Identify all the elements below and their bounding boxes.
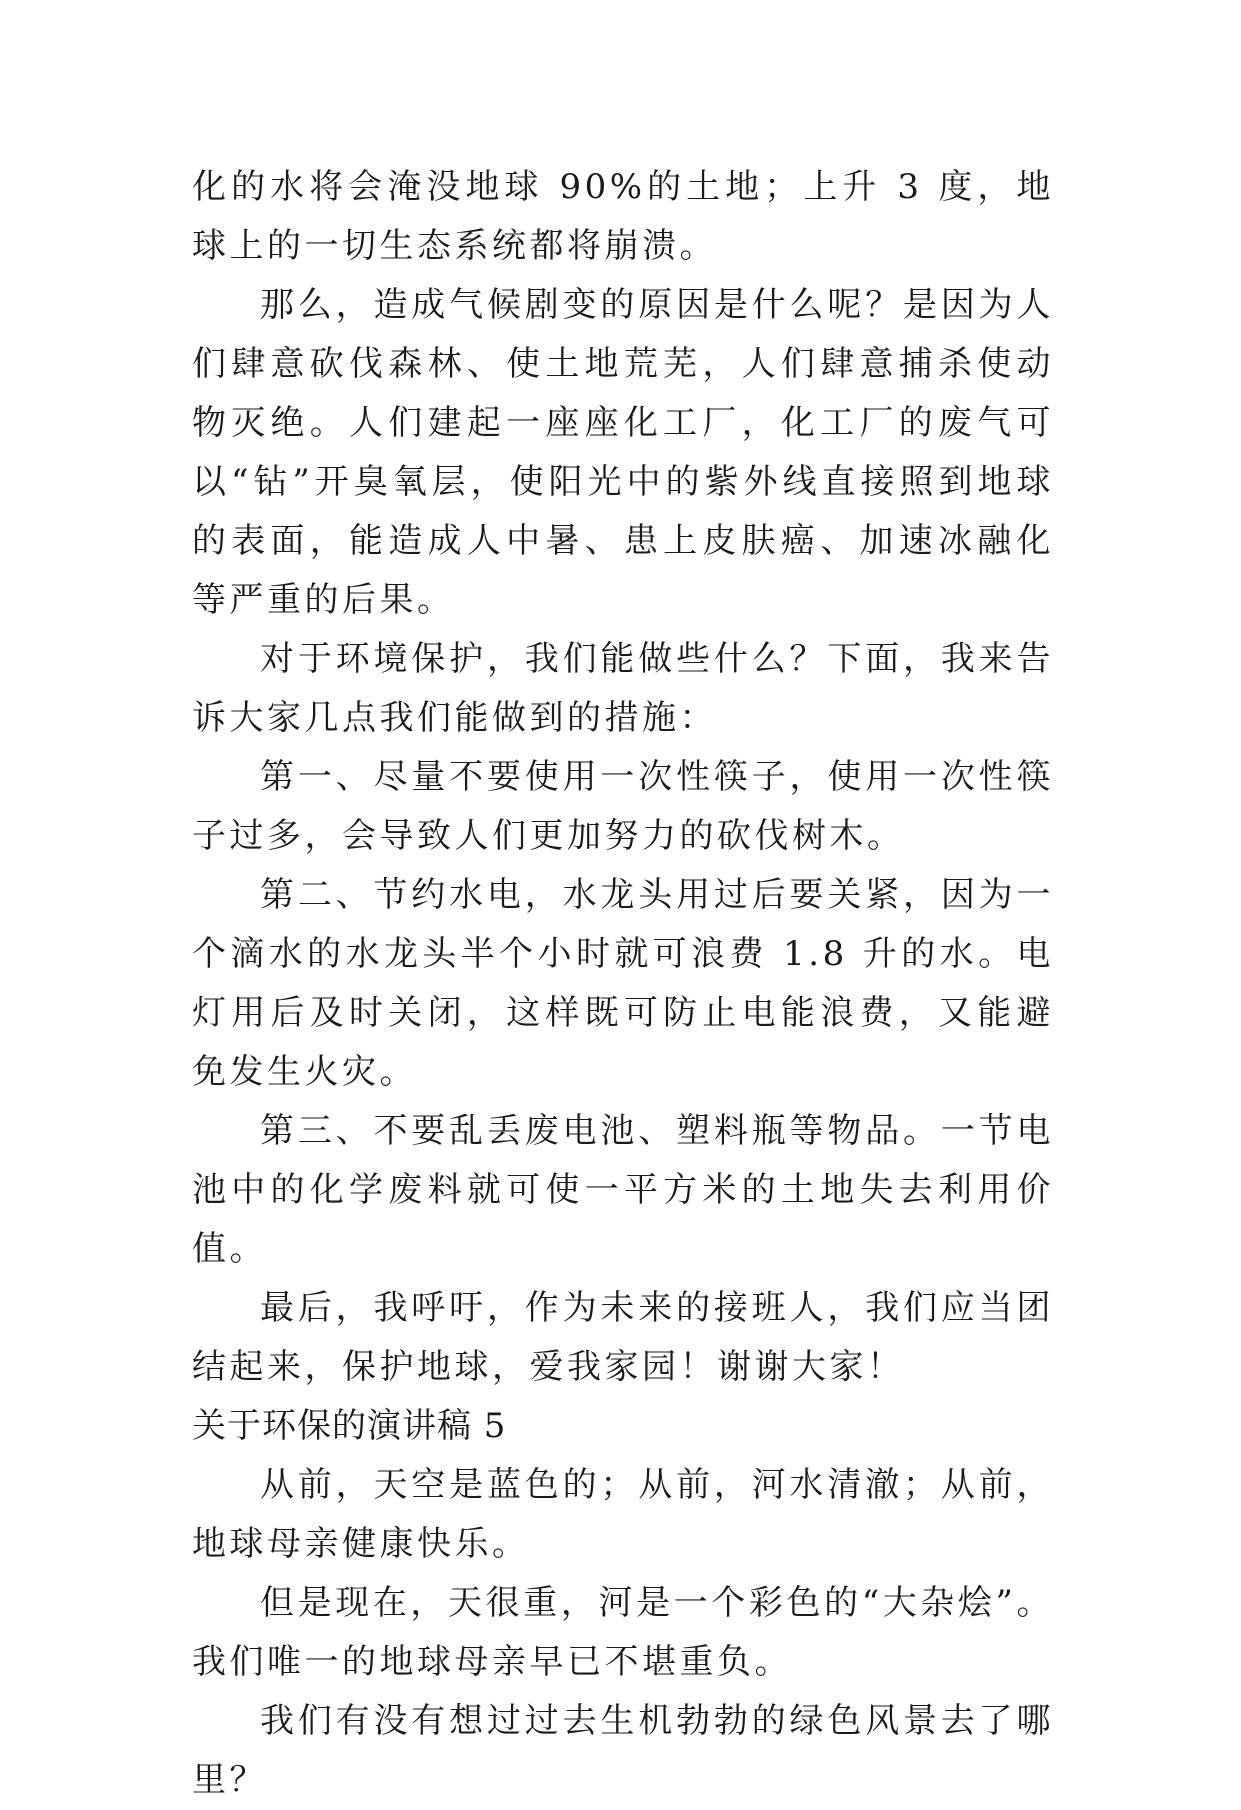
paragraph: 第一、尽量不要使用一次性筷子，使用一次性筷子过多，会导致人们更加努力的砍伐树木。 [192, 757, 1054, 856]
paragraph: 那么，造成气候剧变的原因是什么呢？是因为人们肆意砍伐森林、使土地荒芜，人们肆意捕杀使动物灭绝。人们建起一座座化工厂，化工厂的废气可以“钻”开臭氧层，使阳光中的紫外线直接照到地球的表面，能造成人中暑、患上皮肤癌、加速冰融化等严重的后果。 [192, 285, 1054, 620]
paragraph: 我们有没有想过过去生机勃勃的绿色风景去了哪里？ [192, 1701, 1054, 1800]
paragraph: 但是现在，天很重，河是一个彩色的“大杂烩”。我们唯一的地球母亲早已不堪重负。 [192, 1583, 1054, 1682]
paragraph: 对于环境保护，我们能做些什么？下面，我来告诉大家几点我们能做到的措施： [192, 639, 1054, 738]
section-heading: 关于环保的演讲稿 5 [192, 1406, 507, 1446]
paragraph: 第二、节约水电，水龙头用过后要关紧，因为一个滴水的水龙头半个小时就可浪费 1.8 升的水。电灯用后及时关闭，这样既可防止电能浪费，又能避免发生火灾。 [192, 875, 1054, 1092]
paragraph: 最后，我呼吁，作为未来的接班人，我们应当团结起来，保护地球，爱我家园！谢谢大家！ [192, 1288, 1054, 1387]
paragraph: 第三、不要乱丢废电池、塑料瓶等物品。一节电池中的化学废料就可使一平方米的土地失去利用价值。 [192, 1111, 1054, 1269]
document-body [192, 158, 1054, 1810]
paragraph: 化的水将会淹没地球 90%的土地；上升 3 度，地球上的一切生态系统都将崩溃。 [192, 167, 1054, 266]
paragraph: 从前，天空是蓝色的；从前，河水清澈；从前，地球母亲健康快乐。 [192, 1465, 1054, 1564]
